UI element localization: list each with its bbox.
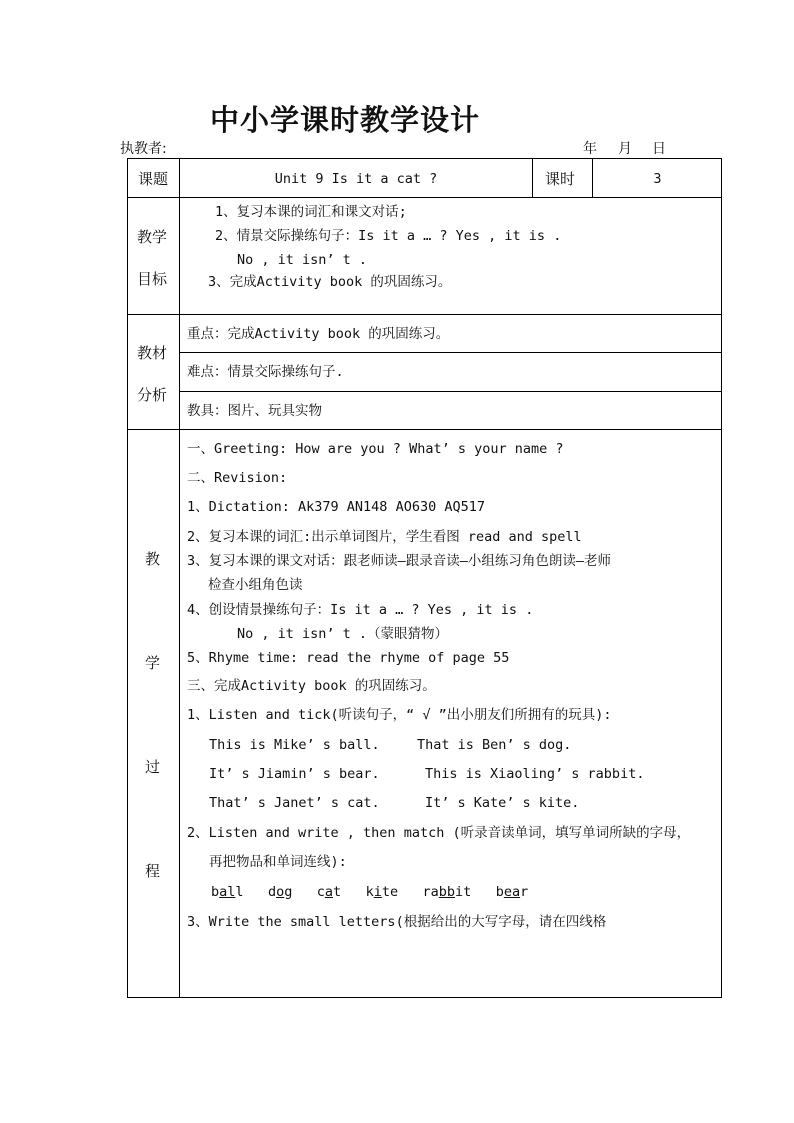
word: kite xyxy=(365,884,399,900)
goal-line: 3、完成Activity book 的巩固练习。 xyxy=(208,274,452,290)
sentence: That is Ben’ s dog. xyxy=(417,737,572,753)
period-value: 3 xyxy=(653,171,662,187)
process-line: 3、复习本课的课文对话：跟老师读—跟录音读—小组练习角色朗读—老师 xyxy=(187,553,612,569)
word: cat xyxy=(316,884,342,900)
process-line: 3、Write the small letters(根据给出的大写字母，请在四线格 xyxy=(187,914,607,930)
teaching-aids: 教具：图片、玩具实物 xyxy=(187,403,322,419)
word: dog xyxy=(267,884,293,900)
analysis-label: 分析 xyxy=(137,386,168,404)
goals-label: 目标 xyxy=(137,270,168,288)
topic-value: Unit 9 Is it a cat ? xyxy=(274,171,438,187)
goals-label: 教学 xyxy=(137,228,168,246)
row-divider xyxy=(127,314,722,315)
goal-line: 2、情景交际操练句子：Is it a … ? Yes , it is . xyxy=(215,228,562,244)
year-label: 年 xyxy=(583,141,597,157)
process-line: 1、Dictation: Ak379 AN148 AO630 AQ517 xyxy=(187,499,485,515)
day-label: 日 xyxy=(652,141,666,157)
process-line: 再把物品和单词连线): xyxy=(209,854,347,870)
word: bear xyxy=(495,884,529,900)
sentence: It’ s Kate’ s kite. xyxy=(425,795,580,811)
analysis-label: 教材 xyxy=(137,344,168,362)
sentence: That’ s Janet’ s cat. xyxy=(209,795,380,811)
word-list xyxy=(211,882,528,902)
process-label-char: 学 xyxy=(145,654,161,672)
process-line: 5、Rhyme time: read the rhyme of page 55 xyxy=(187,650,510,666)
sentence: This is Xiaoling’ s rabbit. xyxy=(425,766,645,782)
sentence: This is Mike’ s ball. xyxy=(209,737,380,753)
column-divider xyxy=(179,158,180,998)
column-divider xyxy=(532,158,533,197)
topic-label: 课题 xyxy=(138,170,169,188)
process-line: 2、复习本课的词汇:出示单词图片，学生看图 read and spell xyxy=(187,529,582,545)
difficulty: 难点：情景交际操练句子. xyxy=(187,364,344,380)
process-label-char: 程 xyxy=(145,862,161,880)
row-divider xyxy=(127,197,722,198)
row-divider xyxy=(127,429,722,430)
teacher-label: 执教者: xyxy=(120,141,167,157)
process-line: 三、完成Activity book 的巩固练习。 xyxy=(187,678,436,694)
process-label-char: 教 xyxy=(145,550,161,568)
process-line: 一、Greeting: How are you ? What’ s your name ? xyxy=(187,441,564,457)
process-line: 1、Listen and tick(听读句子，“ √ ”出小朋友们所拥有的玩具): xyxy=(187,707,612,723)
goal-line: 1、复习本课的词汇和课文对话; xyxy=(215,204,407,220)
month-label: 月 xyxy=(618,141,632,157)
goal-line: No , it isn’ t . xyxy=(237,252,368,268)
process-line: 二、Revision: xyxy=(187,470,288,486)
process-line: 4、创设情景操练句子：Is it a … ? Yes , it is . xyxy=(187,602,534,618)
process-line: No , it isn’ t .（蒙眼猜物） xyxy=(237,626,449,642)
period-label: 课时 xyxy=(545,170,576,188)
process-line: 检查小组角色读 xyxy=(208,577,303,593)
process-line: 2、Listen and write , then match (听录音读单词，填写单词所缺的字母， xyxy=(187,825,691,841)
word: ball xyxy=(211,884,244,900)
sentence: It’ s Jiamin’ s bear. xyxy=(209,766,380,782)
page-title: 中小学课时教学设计 xyxy=(210,103,481,137)
process-label-char: 过 xyxy=(145,758,161,776)
key-point: 重点：完成Activity book 的巩固练习。 xyxy=(187,326,450,342)
row-divider xyxy=(179,352,722,353)
row-divider xyxy=(179,391,722,392)
word: rabbit xyxy=(422,884,472,900)
